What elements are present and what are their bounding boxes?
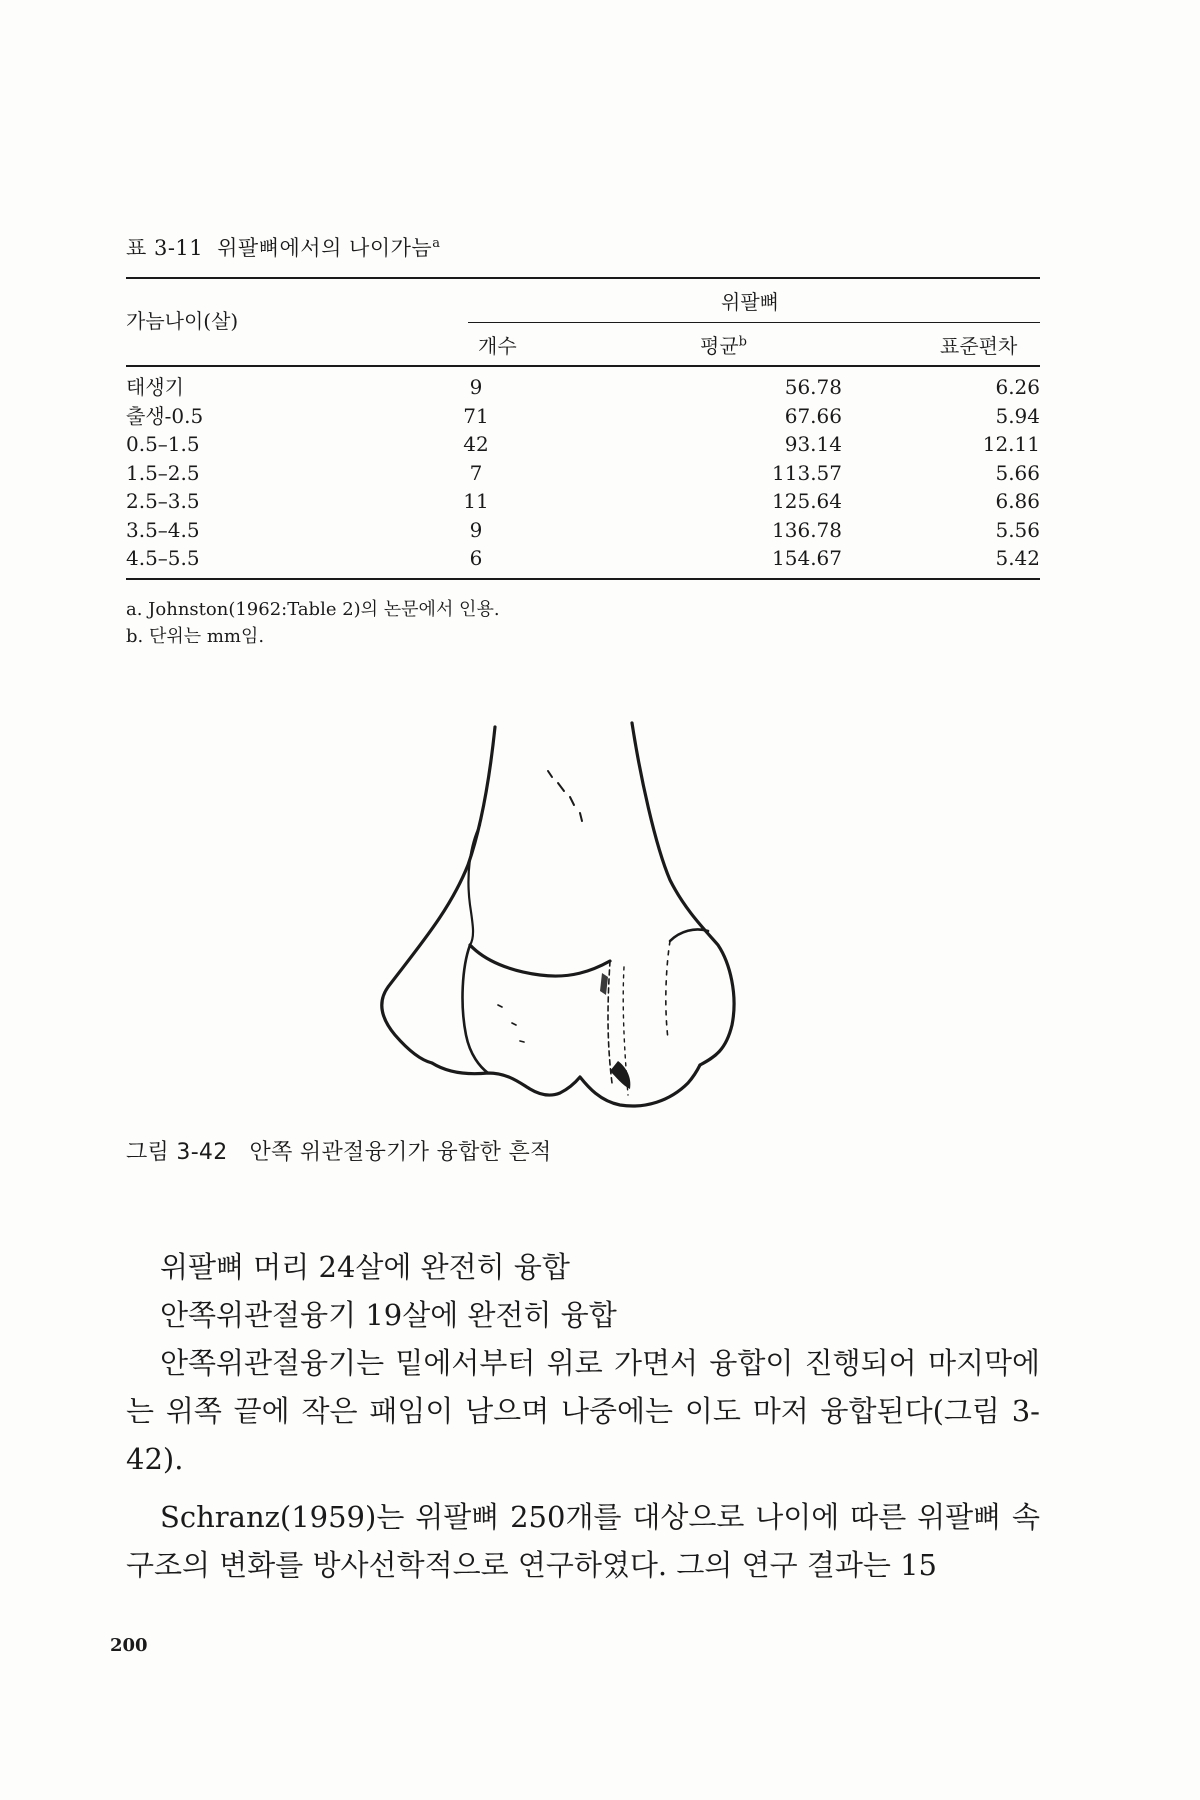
cell-age: 출생-0.5 (126, 403, 204, 428)
cell-mean: 125.64 (772, 489, 842, 513)
header-mean-footnote-mark: b (738, 334, 747, 350)
table-row (126, 459, 1040, 488)
table-caption-number: 표 3-11 (126, 236, 204, 260)
header-bone: 위팔뼈 (721, 290, 779, 314)
table-row (126, 430, 1040, 459)
cell-mean: 136.78 (772, 517, 842, 542)
cell-sd: 5.42 (995, 546, 1040, 570)
cell-mean: 154.67 (772, 546, 842, 570)
cell-age: 4.5–5.5 (126, 546, 200, 570)
header-standard-deviation: 표준편차 (940, 334, 1018, 358)
cell-sd: 6.86 (995, 489, 1040, 513)
table-row (126, 402, 1040, 431)
table-top-rule (126, 277, 1040, 279)
cell-mean: 93.14 (784, 432, 842, 456)
table-caption-footnote-mark: a (432, 236, 441, 251)
cell-count: 9 (469, 375, 483, 399)
table-header-rule (126, 365, 1040, 367)
footnote-b: b. 단위는 mm임. (126, 626, 265, 647)
cell-age: 0.5–1.5 (126, 432, 200, 456)
table-row (126, 516, 1040, 545)
table-caption (126, 232, 440, 262)
header-count: 개수 (478, 334, 517, 358)
body-line-humerus-head: 위팔뼈 머리 24살에 완전히 융합 (160, 1250, 570, 1284)
cell-age: 3.5–4.5 (126, 517, 200, 542)
body-paragraph-fusion: 안쪽위관절융기는 밑에서부터 위로 가면서 융합이 진행되어 마지막에는 위쪽 끝에 작은 패임이 남으며 나중에는 이도 마저 융합된다(그림 3-42). (126, 1346, 1040, 1476)
table-row (126, 544, 1040, 573)
cell-count: 11 (463, 489, 489, 513)
table-row (126, 373, 1040, 402)
table-footnotes (126, 596, 500, 650)
table-subheader-rule (468, 322, 1040, 323)
footnote-a: a. Johnston(1962:Table 2)의 논문에서 인용. (126, 599, 500, 620)
figure-caption-text: 안쪽 위관절융기가 융합한 흔적 (249, 1140, 552, 1165)
cell-mean: 56.78 (784, 375, 842, 399)
cell-sd: 6.26 (995, 375, 1040, 399)
figure-caption (126, 1135, 552, 1166)
table-row (126, 487, 1040, 516)
cell-count: 6 (469, 546, 483, 570)
cell-count: 7 (469, 460, 483, 485)
cell-age: 1.5–2.5 (126, 460, 200, 485)
figure-caption-number: 그림 3-42 (126, 1140, 228, 1165)
table-caption-text: 위팔뼈에서의 나이가늠 (217, 236, 433, 260)
body-paragraph-schranz: Schranz(1959)는 위팔뼈 250개를 대상으로 나이에 따른 위팔뼈 속구조의 변화를 방사선학적으로 연구하였다. 그의 연구 결과는 15 (126, 1500, 1040, 1582)
cell-count: 9 (469, 517, 483, 542)
cell-count: 71 (463, 403, 489, 428)
header-age-group: 가늠나이(살) (126, 309, 239, 333)
distal-humerus-illustration (370, 705, 790, 1115)
header-mean-label: 평균 (700, 334, 739, 358)
cell-age: 태생기 (126, 375, 184, 399)
cell-sd: 12.11 (982, 432, 1040, 456)
table-bottom-rule (126, 578, 1040, 580)
table-body (126, 373, 1040, 573)
cell-sd: 5.56 (995, 517, 1040, 542)
cell-mean: 113.57 (772, 460, 842, 485)
cell-mean: 67.66 (784, 403, 842, 428)
cell-sd: 5.94 (995, 403, 1040, 428)
body-text (126, 1243, 1040, 1589)
page-number: 200 (110, 1635, 148, 1656)
cell-age: 2.5–3.5 (126, 489, 200, 513)
body-line-medial-epicondyle: 안쪽위관절융기 19살에 완전히 융합 (160, 1298, 617, 1332)
header-mean (700, 330, 747, 359)
cell-count: 42 (463, 432, 489, 456)
cell-sd: 5.66 (995, 460, 1040, 485)
